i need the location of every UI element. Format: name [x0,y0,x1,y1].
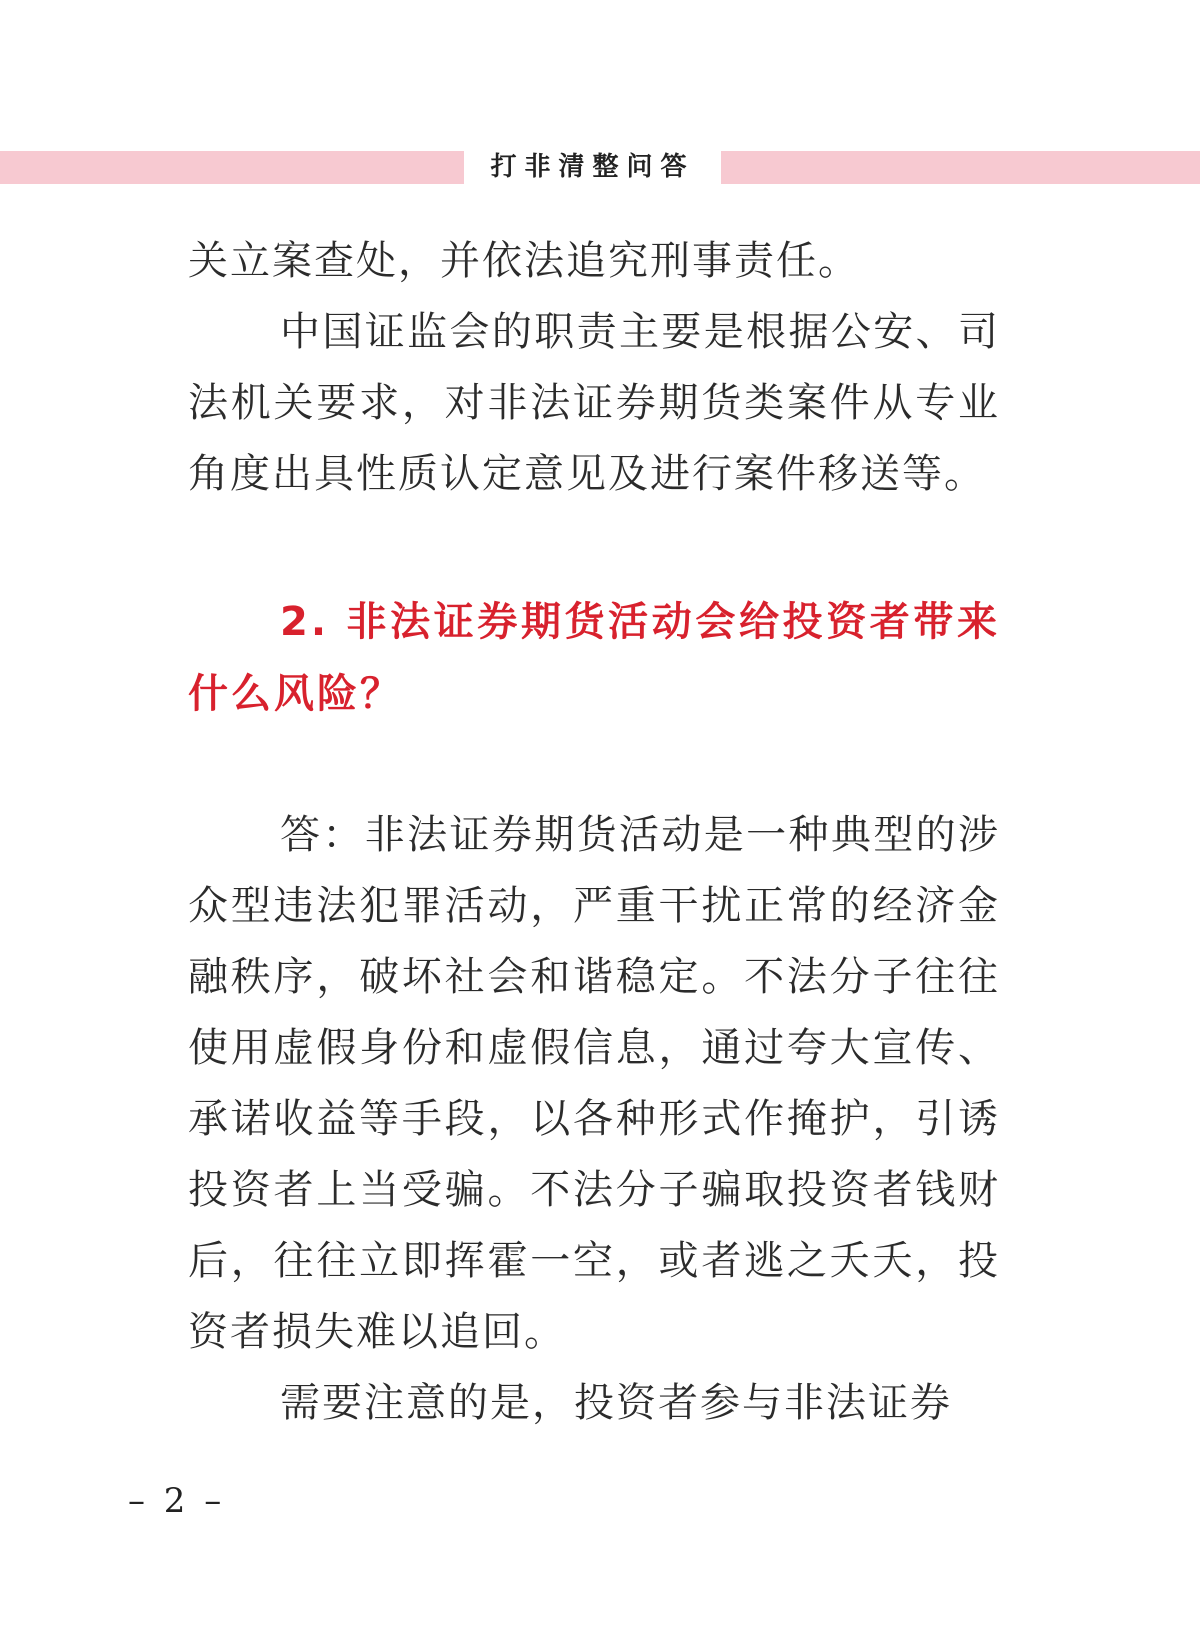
page-number: – 2 – [128,1481,226,1521]
header-band-right [721,151,1200,184]
running-header [0,151,1200,184]
page-body [188,226,1000,1439]
paragraph-csrc-duties: 中国证监会的职责主要是根据公安、司法机关要求，对非法证券期货类案件从专业角度出具性质认定意见及进行案件移送等。 [188,309,1000,497]
paragraph-answer: 答：非法证券期货活动是一种典型的涉众型违法犯罪活动，严重干扰正常的经济金融秩序，破坏社会和谐稳定。不法分子往往使用虚假身份和虚假信息，通过夸大宣传、承诺收益等手段，以各种形式作掩护，引诱投资者上当受骗。不法分子骗取投资者钱财后，往往立即挥霍一空，或者逃之夭夭，投资者损失难以追回。 [188,812,1000,1355]
paragraph-note: 需要注意的是，投资者参与非法证券 [280,1380,952,1426]
paragraph-continuation: 关立案查处，并依法追究刑事责任。 [188,238,860,284]
question-heading: 2. 非法证券期货活动会给投资者带来什么风险？ [188,599,1000,717]
running-header-title: 打非清整问答 [490,152,695,182]
answer-block [188,800,1000,1439]
header-band-left [0,151,464,184]
